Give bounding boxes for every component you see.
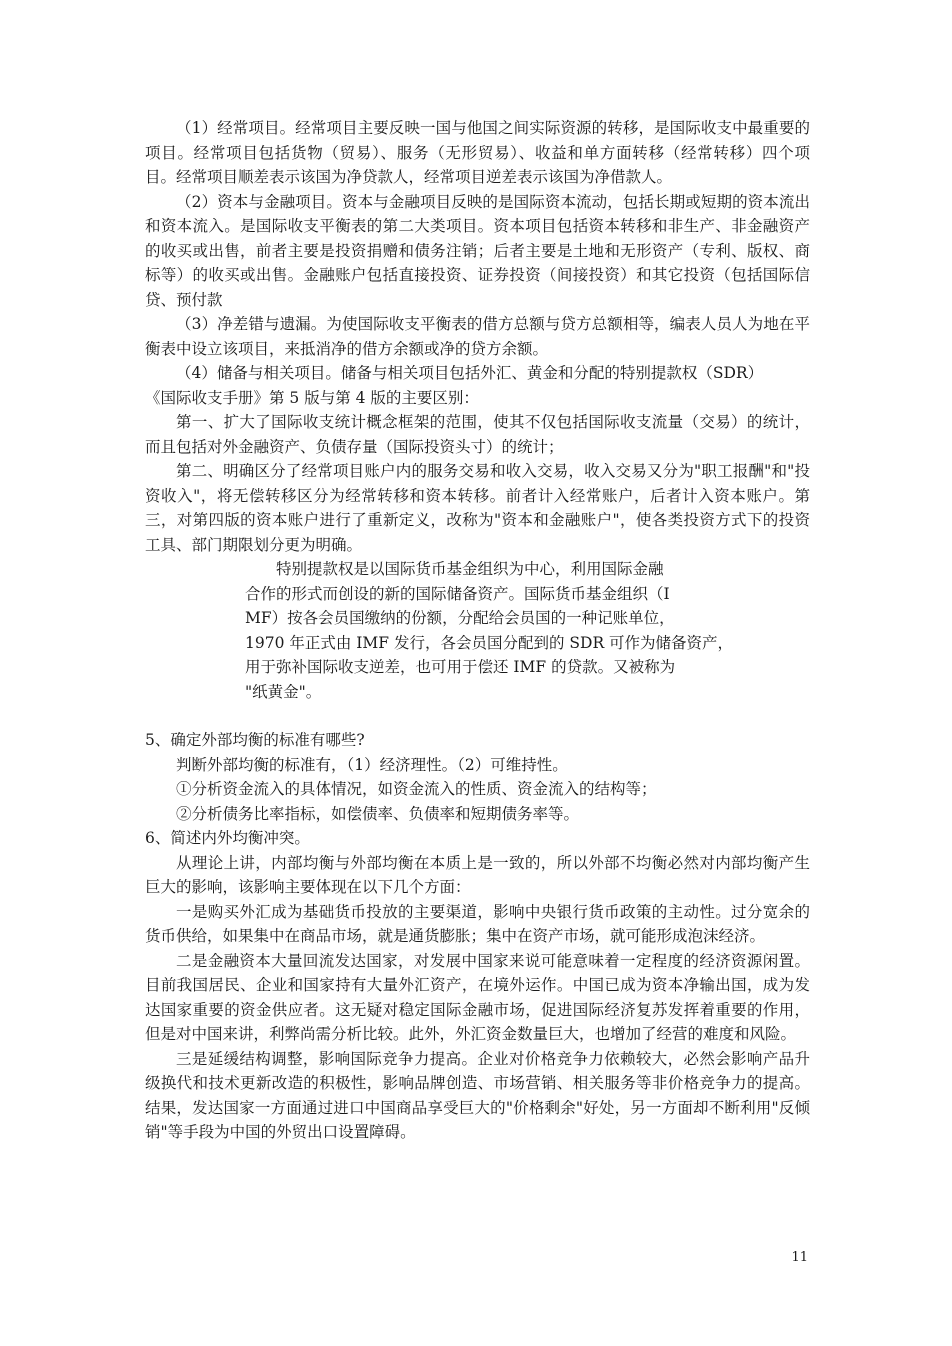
paragraph-current-account: （1）经常项目。经常项目主要反映一国与他国之间实际资源的转移，是国际收支中最重要的项目。经常项目包括货物（贸易）、服务（无形贸易）、收益和单方面转移（经常转移）四个项目。经常项目顺差表示该国为净贷款人，经常项目逆差表示该国为净借款人。	[145, 119, 810, 186]
sdr-line: 合作的形式而创设的新的国际储备资产。国际货币基金组织（I	[245, 584, 670, 603]
paragraph-difference-two: 第二、明确区分了经常项目账户内的服务交易和收入交易，收入交易又分为"职工报酬"和"投资收入"，将无偿转移区分为经常转移和资本转移。前者计入经常账户，后者计入资本账户。第三，对第四版的资本账户进行了重新定义，改称为"资本和金融账户"，使各类投资方式下的投资工具、部门期限划分更为明确。	[145, 462, 810, 554]
question-6-paragraph: 二是金融资本大量回流发达国家，对发展中国家来说可能意味着一定程度的经济资源闲置。目前我国居民、企业和国家持有大量外汇资产，在境外运作。中国已成为资本净输出国，成为发达国家重要的资金供应者。这无疑对稳定国际金融市场，促进国际经济复苏发挥着重要的作用，但是对中国来讲，利弊尚需分析比较。此外，外汇资金数量巨大，也增加了经营的难度和风险。	[145, 951, 810, 1043]
question-5-line: 判断外部均衡的标准有，（1）经济理性。（2）可维持性。	[176, 755, 568, 774]
paragraph-difference-one: 第一、扩大了国际收支统计概念框架的范围，使其不仅包括国际收支流量（交易）的统计，而且包括对外金融资产、负债存量（国际投资头寸）的统计；	[145, 413, 810, 456]
question-5-line: ①分析资金流入的具体情况，如资金流入的性质、资金流入的结构等；	[176, 780, 657, 798]
paragraph-errors-omissions: （3）净差错与遗漏。为使国际收支平衡表的借方总额与贷方总额相等，编表人员人为地在平衡表中设立该项目，来抵消净的借方余额或净的贷方余额。	[145, 315, 810, 358]
page-number: 11	[791, 1250, 808, 1265]
sdr-line: 用于弥补国际收支逆差，也可用于偿还 IMF 的贷款。又被称为	[245, 658, 676, 676]
spacer	[145, 704, 810, 728]
question-5-heading: 5、确定外部均衡的标准有哪些?	[145, 731, 365, 749]
sdr-line: "纸黄金"。	[245, 682, 322, 701]
paragraph-manual-title: 《国际收支手册》第 5 版与第 4 版的主要区别：	[145, 388, 479, 407]
paragraph-reserves: （4）储备与相关项目。储备与相关项目包括外汇、黄金和分配的特别提款权（SDR）	[176, 364, 764, 382]
question-6-paragraph: 三是延缓结构调整，影响国际竞争力提高。企业对价格竞争力依赖较大，必然会影响产品升级换代和技术更新改造的积极性，影响品牌创造、市场营销、相关服务等非价格竞争力的提高。结果，发达国家一方面通过进口中国商品享受巨大的"价格剩余"好处，另一方面却不断利用"反倾销"等手段为中国的外贸出口设置障碍。	[145, 1049, 810, 1141]
question-6-paragraph: 一是购买外汇成为基础货币投放的主要渠道，影响中央银行货币政策的主动性。过分宽余的货币供给，如果集中在商品市场，就是通货膨胀；集中在资产市场，就可能形成泡沫经济。	[145, 902, 810, 945]
question-6-paragraph: 从理论上讲，内部均衡与外部均衡在本质上是一致的，所以外部不均衡必然对内部均衡产生巨大的影响，该影响主要体现在以下几个方面：	[145, 853, 810, 896]
sdr-text-box	[145, 557, 810, 704]
body-text	[145, 116, 810, 1145]
question-6-heading: 6、简述内外均衡冲突。	[145, 829, 310, 847]
sdr-line: 特别提款权是以国际货币基金组织为中心，利用国际金融	[276, 560, 664, 578]
sdr-line: MF）按各会员国缴纳的份额，分配给会员国的一种记账单位，	[245, 609, 675, 627]
sdr-line: 1970 年正式由 IMF 发行，各会员国分配到的 SDR 可作为储备资产，	[245, 633, 734, 652]
paragraph-capital-financial-account: （2）资本与金融项目。资本与金融项目反映的是国际资本流动，包括长期或短期的资本流出和资本流入。是国际收支平衡表的第二大类项目。资本项目包括资本转移和非生产、非金融资产的收买或出售，前者主要是投资捐赠和债务注销；后者主要是土地和无形资产（专利、版权、商标等）的收买或出售。金融账户包括直接投资、证券投资（间接投资）和其它投资（包括国际信贷、预付款	[145, 192, 810, 309]
question-5-line: ②分析债务比率指标，如偿债率、负债率和短期债务率等。	[176, 804, 580, 823]
